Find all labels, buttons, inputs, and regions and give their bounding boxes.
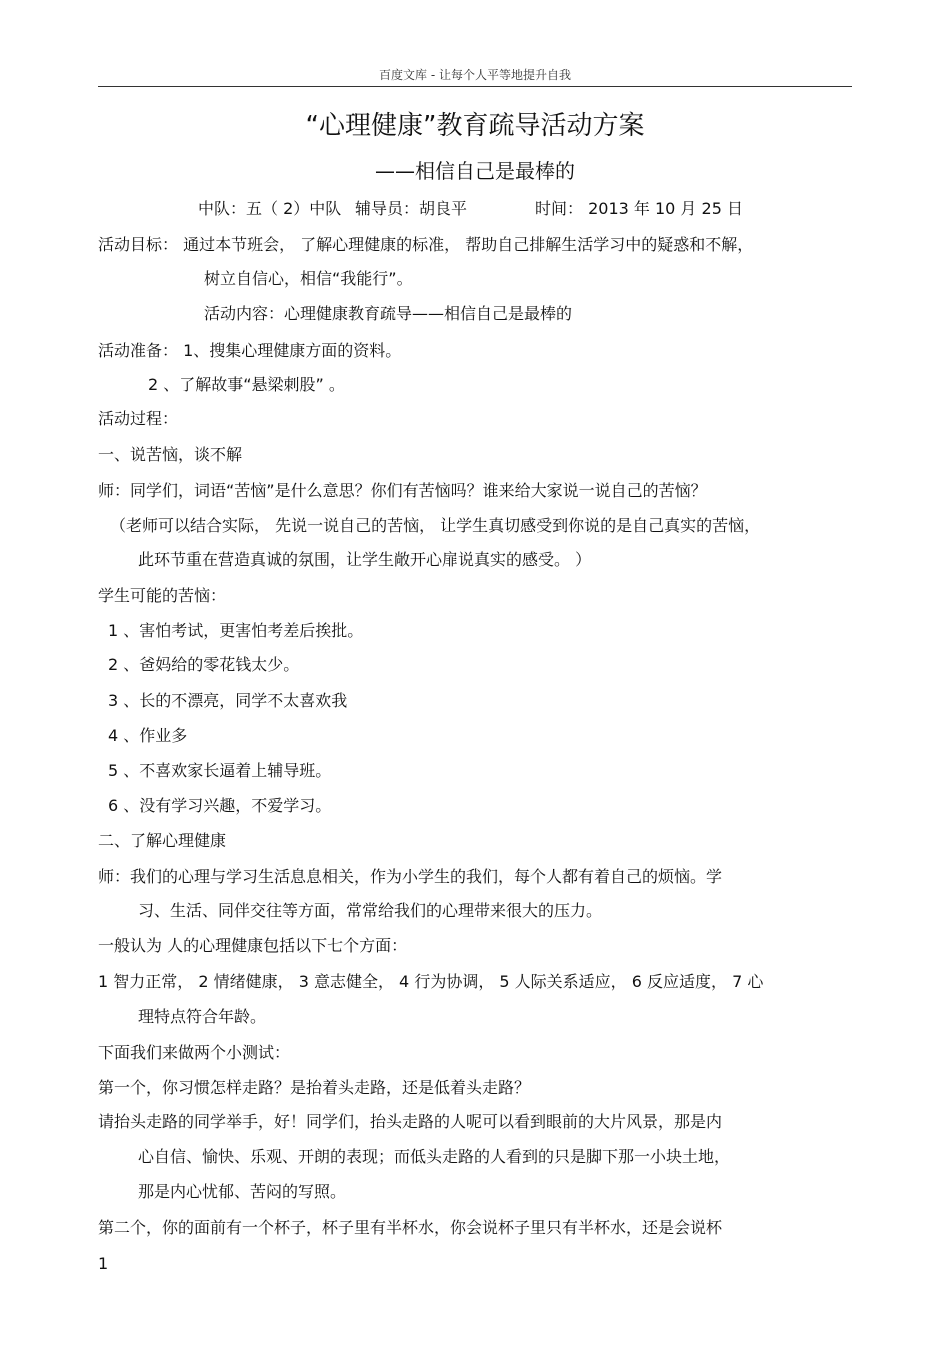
body-line: 第二个，你的面前有一个杯子，杯子里有半杯水，你会说杯子里只有半杯水，还是会说杯	[98, 1218, 723, 1237]
header-rule	[98, 86, 852, 87]
section-heading: 二、了解心理健康	[98, 831, 227, 850]
body-line: 那是内心忧郁、苦闷的写照。	[138, 1182, 347, 1201]
list-item: 5 、不喜欢家长逼着上辅导班。	[108, 761, 332, 780]
body-line: 一、说苦恼，谈不解	[98, 445, 243, 464]
body-line: 活动准备： 1、搜集心理健康方面的资料。	[98, 341, 402, 360]
body-line: 第一个，你习惯怎样走路？是抬着头走路，还是低着头走路？	[98, 1078, 531, 1097]
body-line: 2 、了解故事“悬梁刺股” 。	[148, 375, 345, 394]
body-line: 此环节重在营造真诚的氛围，让学生敞开心扉说真实的感受。 ）	[138, 550, 592, 569]
page-header: 百度文库 - 让每个人平等地提升自我	[379, 68, 571, 82]
body-line: 心自信、愉快、乐观、开朗的表现；而低头走路的人看到的只是脚下那一小块土地，	[138, 1147, 731, 1166]
body-line: 活动内容：心理健康教育疏导——相信自己是最棒的	[204, 304, 573, 323]
list-item: 6 、没有学习兴趣，不爱学习。	[108, 796, 332, 815]
body-line: 1 智力正常， 2 情绪健康， 3 意志健全， 4 行为协调， 5 人际关系适应， 6 反应适度， 7 心	[98, 972, 764, 991]
list-item: 1 、害怕考试，更害怕考差后挨批。	[108, 621, 364, 640]
body-line: 活动目标： 通过本节班会， 了解心理健康的标准， 帮助自己排解生活学习中的疑惑和不解，	[98, 235, 754, 254]
body-line: 师：同学们，词语“苦恼”是什么意思？你们有苦恼吗？谁来给大家说一说自己的苦恼？	[98, 481, 707, 500]
list-item: 2 、爸妈给的零花钱太少。	[108, 655, 300, 674]
body-line: 树立自信心，相信“我能行”。	[204, 269, 413, 288]
document-subtitle: ——相信自己是最棒的	[375, 159, 575, 183]
info-squad: 中队：五（ 2）中队	[198, 199, 342, 218]
body-line: 请抬头走路的同学举手，好！同学们，抬头走路的人呢可以看到眼前的大片风景，那是内	[98, 1112, 723, 1131]
body-line: 师：我们的心理与学习生活息息相关，作为小学生的我们，每个人都有着自己的烦恼。学	[98, 867, 723, 886]
body-line: 理特点符合年龄。	[138, 1007, 267, 1026]
body-line: （老师可以结合实际， 先说一说自己的苦恼， 让学生真切感受到你说的是自己真实的苦恼，	[110, 516, 761, 535]
info-instructor: 辅导员：胡良平	[355, 199, 468, 218]
body-line: 下面我们来做两个小测试：	[98, 1043, 291, 1062]
list-item: 4 、作业多	[108, 726, 188, 745]
page-number: 1	[98, 1254, 109, 1273]
body-line: 活动过程：	[98, 409, 179, 428]
body-line: 学生可能的苦恼：	[98, 586, 227, 605]
list-item: 3 、长的不漂亮，同学不太喜欢我	[108, 691, 348, 710]
info-time: 时间： 2013 年 10 月 25 日	[535, 199, 743, 218]
body-line: 一般认为 人的心理健康包括以下七个方面：	[98, 936, 408, 955]
body-line: 习、生活、同伴交往等方面，常常给我们的心理带来很大的压力。	[138, 901, 603, 920]
document-title: “心理健康”教育疏导活动方案	[305, 111, 645, 141]
